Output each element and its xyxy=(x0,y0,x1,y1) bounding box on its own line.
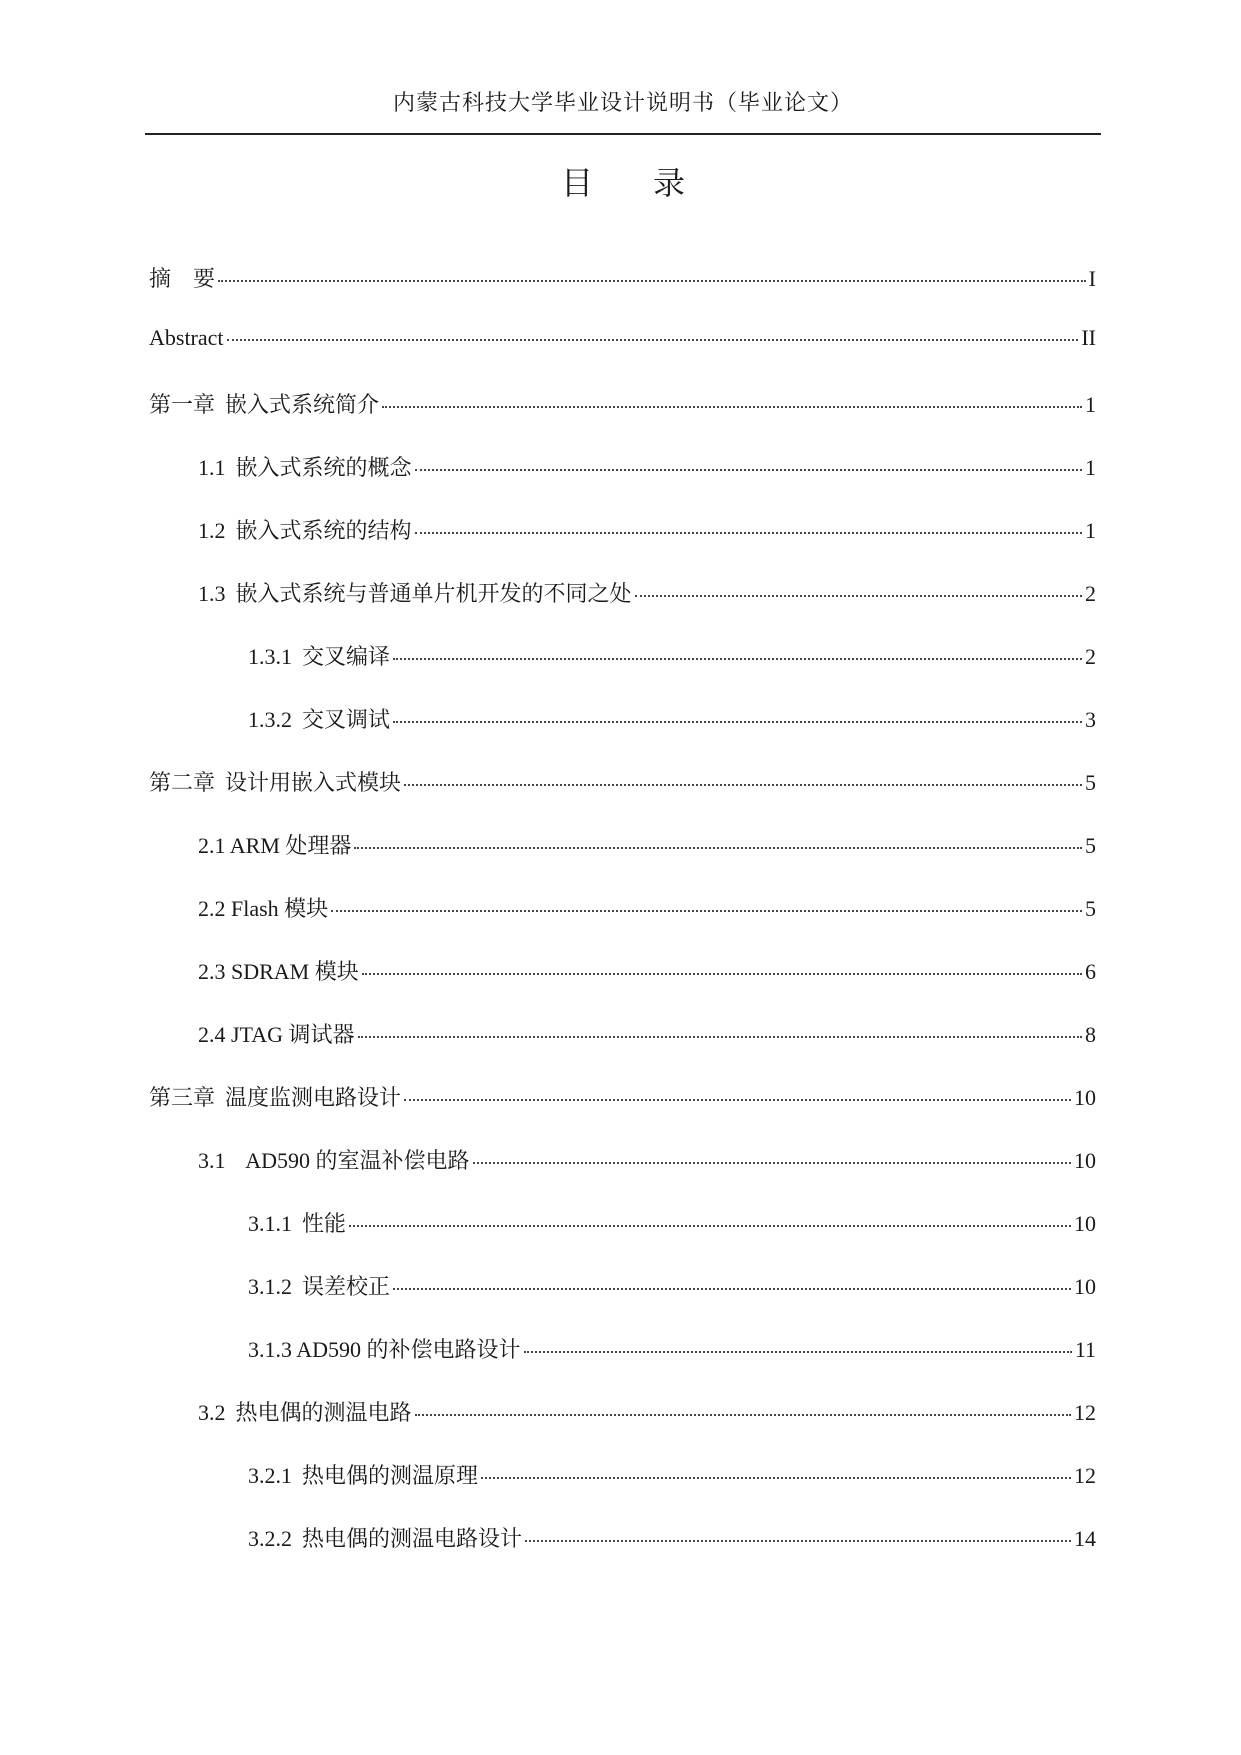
toc-entry-number: 3.2.2 xyxy=(248,1526,292,1551)
toc-entry-page-number: 6 xyxy=(1085,959,1096,984)
toc-entry[interactable] xyxy=(149,892,1096,955)
toc-entry[interactable] xyxy=(149,1459,1096,1522)
toc-entry[interactable] xyxy=(149,1207,1096,1270)
toc-entry-page-number: I xyxy=(1088,266,1096,291)
toc-entry-title: 热电偶的测温原理 xyxy=(302,1463,479,1488)
toc-entry-page-number: 5 xyxy=(1085,896,1096,921)
toc-entry-page-number: 10 xyxy=(1074,1211,1096,1236)
toc-entry-page-number: 12 xyxy=(1074,1400,1096,1425)
toc-entry-page-number: II xyxy=(1081,325,1096,350)
toc-entry-title: 2.4 JTAG 调试器 xyxy=(198,1022,355,1047)
dot-leader xyxy=(358,1036,1082,1038)
toc-entry[interactable] xyxy=(149,388,1096,451)
toc-entry-page-number: 10 xyxy=(1074,1274,1096,1299)
toc-entry[interactable] xyxy=(149,1522,1096,1585)
toc-entry-page-number: 1 xyxy=(1085,455,1096,480)
toc-entry-number: 1.3.1 xyxy=(248,644,292,669)
dot-leader xyxy=(415,469,1082,471)
dot-leader xyxy=(404,784,1082,786)
toc-entry-title: 热电偶的测温电路设计 xyxy=(302,1526,523,1551)
page-header: 内蒙古科技大学毕业设计说明书（毕业论文） xyxy=(392,90,853,115)
toc-entry[interactable] xyxy=(149,1333,1096,1396)
dot-leader xyxy=(415,532,1082,534)
toc-entry-title: 嵌入式系统的概念 xyxy=(235,455,412,480)
toc-entry-page-number: 12 xyxy=(1074,1463,1096,1488)
dot-leader xyxy=(393,721,1082,723)
toc-entry-number: 第二章 xyxy=(149,770,216,795)
toc-entry[interactable] xyxy=(149,1018,1096,1081)
dot-leader xyxy=(393,1288,1071,1290)
toc-entry-title: 温度监测电路设计 xyxy=(225,1085,402,1110)
dot-leader xyxy=(473,1162,1071,1164)
toc-entry-title: 嵌入式系统简介 xyxy=(225,392,380,417)
toc-entry-title: AD590 的室温补偿电路 xyxy=(235,1148,470,1173)
dot-leader xyxy=(481,1477,1071,1479)
toc-entry-number: 1.3.2 xyxy=(248,707,292,732)
toc-entry-title: 设计用嵌入式模块 xyxy=(225,770,402,795)
toc-entry[interactable] xyxy=(149,514,1096,577)
toc-entry[interactable] xyxy=(149,1081,1096,1144)
toc-title: 目 录 xyxy=(560,165,711,201)
dot-leader xyxy=(227,339,1079,341)
toc-entry[interactable] xyxy=(149,766,1096,829)
dot-leader xyxy=(218,280,1086,282)
dot-leader xyxy=(404,1099,1071,1101)
dot-leader xyxy=(415,1414,1071,1416)
toc-entry-title: 交叉调试 xyxy=(302,707,391,732)
toc-entry[interactable] xyxy=(149,1144,1096,1207)
toc-entry-title: 嵌入式系统与普通单片机开发的不同之处 xyxy=(235,581,632,606)
toc-entry-page-number: 5 xyxy=(1085,833,1096,858)
toc-entry-number: 3.2 xyxy=(198,1400,226,1425)
header-rule xyxy=(145,133,1101,135)
toc-entry-title: 性能 xyxy=(302,1211,347,1236)
toc-entry-title: 嵌入式系统的结构 xyxy=(235,518,412,543)
toc-entry-title: Abstract xyxy=(149,325,224,350)
toc-entry-title: 误差校正 xyxy=(302,1274,391,1299)
toc-entry-number: 3.1.1 xyxy=(248,1211,292,1236)
toc-entry[interactable] xyxy=(149,1396,1096,1459)
toc-entry-title: 热电偶的测温电路 xyxy=(235,1400,412,1425)
toc-entry[interactable] xyxy=(149,955,1096,1018)
toc-entry-number: 1.1 xyxy=(198,455,226,480)
toc-entry-number: 第三章 xyxy=(149,1085,216,1110)
toc-entry-page-number: 8 xyxy=(1085,1022,1096,1047)
toc-entry-number: 3.2.1 xyxy=(248,1463,292,1488)
toc-entry-title: 2.1 ARM 处理器 xyxy=(198,833,352,858)
toc-entry-number: 第一章 xyxy=(149,392,216,417)
toc-entry-page-number: 10 xyxy=(1074,1148,1096,1173)
toc-entry[interactable] xyxy=(149,262,1096,325)
toc-entry-title: 2.3 SDRAM 模块 xyxy=(198,959,359,984)
dot-leader xyxy=(393,658,1082,660)
toc-entry-page-number: 5 xyxy=(1085,770,1096,795)
toc-entry-title: 3.1.3 AD590 的补偿电路设计 xyxy=(248,1337,521,1362)
toc-entry[interactable] xyxy=(149,577,1096,640)
toc-entry-page-number: 3 xyxy=(1085,707,1096,732)
toc-entry-title: 2.2 Flash 模块 xyxy=(198,896,329,921)
dot-leader xyxy=(635,595,1082,597)
toc-entry-number: 3.1 xyxy=(198,1148,226,1173)
table-of-contents xyxy=(149,262,1096,1585)
toc-entry-number: 1.3 xyxy=(198,581,226,606)
toc-entry[interactable] xyxy=(149,325,1096,388)
toc-entry-page-number: 1 xyxy=(1085,392,1096,417)
toc-entry-title: 交叉编译 xyxy=(302,644,391,669)
toc-entry-page-number: 11 xyxy=(1074,1337,1096,1362)
dot-leader xyxy=(349,1225,1071,1227)
dot-leader xyxy=(354,847,1082,849)
toc-entry-page-number: 1 xyxy=(1085,518,1096,543)
toc-entry-page-number: 2 xyxy=(1085,644,1096,669)
dot-leader xyxy=(525,1540,1071,1542)
dot-leader xyxy=(362,973,1082,975)
toc-entry-title: 摘 要 xyxy=(149,266,216,291)
toc-entry-number: 3.1.2 xyxy=(248,1274,292,1299)
dot-leader xyxy=(382,406,1082,408)
toc-entry[interactable] xyxy=(149,829,1096,892)
toc-entry-number: 1.2 xyxy=(198,518,226,543)
toc-entry[interactable] xyxy=(149,703,1096,766)
dot-leader xyxy=(524,1351,1072,1353)
dot-leader xyxy=(331,910,1082,912)
toc-entry-page-number: 2 xyxy=(1085,581,1096,606)
toc-entry-page-number: 10 xyxy=(1074,1085,1096,1110)
toc-entry-page-number: 14 xyxy=(1074,1526,1096,1551)
toc-entry[interactable] xyxy=(149,640,1096,703)
toc-entry[interactable] xyxy=(149,451,1096,514)
toc-entry[interactable] xyxy=(149,1270,1096,1333)
